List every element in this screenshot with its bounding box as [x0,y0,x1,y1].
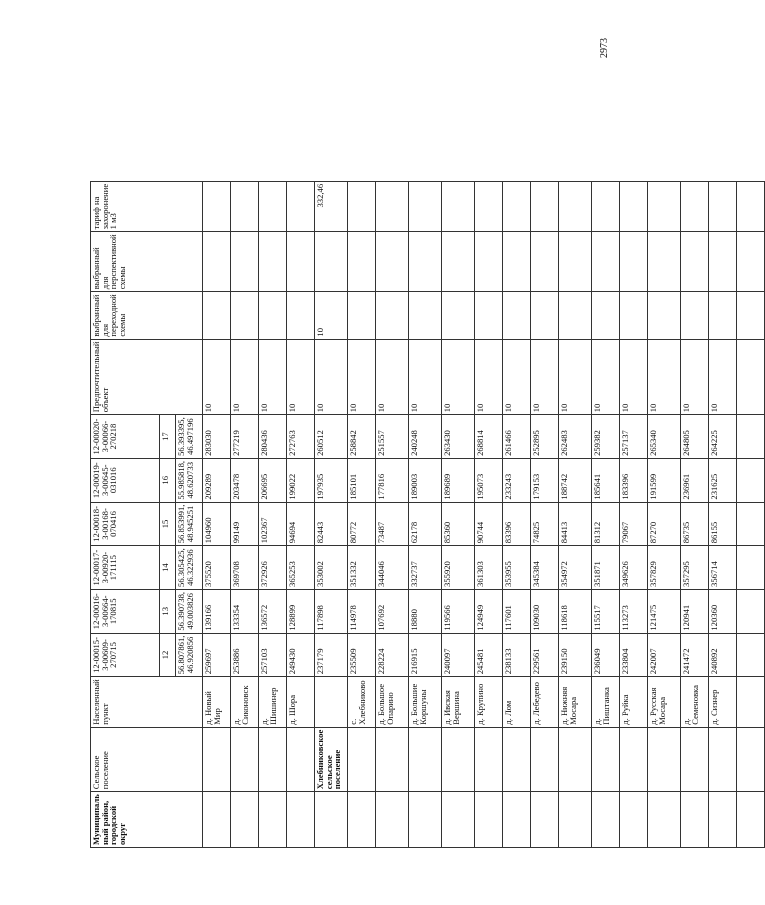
cell-preferred: 10 [231,339,259,415]
cell-distance: 109030 [531,589,559,633]
cell-distance: 239150 [559,633,592,677]
cell-municipal [681,792,709,848]
header-object-14: 12-00017-З-00920-171115 [91,546,160,590]
table-row [259,181,287,847]
table-row [531,181,559,847]
cell-preferred: 10 [203,339,231,415]
cell-municipal [737,792,765,848]
cell-chosen-transitional [348,292,376,339]
cell-distance: 228224 [376,633,409,677]
cell-municipal [409,792,442,848]
cell-distance: 87270 [648,502,681,546]
cell-municipal [315,792,348,848]
cell-settlement [203,727,231,791]
cell-distance: 185101 [348,458,376,502]
cell-distance: 121475 [648,589,681,633]
cell-tariff [203,181,231,232]
column-number: 15 [160,502,176,546]
cell-tariff [409,181,442,232]
coordinates: 56.807861, 46.920856 [176,633,203,677]
cell-chosen-transitional [709,292,737,339]
cell-settlement [376,727,409,791]
cell-settlement [709,727,737,791]
cell-municipal [559,792,592,848]
cell-point: д. Сизнер [709,677,737,727]
cell-distance: 115517 [592,589,620,633]
cell-chosen-transitional: 10 [315,292,348,339]
cell-tariff [592,181,620,232]
cell-distance: 238133 [503,633,531,677]
table-row [203,181,231,847]
cell-distance: 94694 [287,502,315,546]
cell-distance: 332737 [409,546,442,590]
cell-distance: 179153 [531,458,559,502]
header-object-13: 12-00016-З-00664-170815 [91,589,160,633]
cell-tariff: 332,46 [315,181,348,232]
cell-settlement [592,727,620,791]
cell-distance: 349626 [620,546,648,590]
cell-distance [737,589,765,633]
cell-chosen-transitional [531,292,559,339]
cell-chosen-prospective [681,232,709,292]
cell-point: д. Лебедево [531,677,559,727]
cell-distance: 264805 [681,415,709,459]
cell-municipal [287,792,315,848]
cell-tariff [531,181,559,232]
header-object-16: 12-00019-З-00645-031016 [91,458,160,502]
cell-chosen-transitional [409,292,442,339]
cell-distance: 128899 [287,589,315,633]
cell-chosen-prospective [442,232,475,292]
cell-tariff [231,181,259,232]
cell-distance [737,633,765,677]
cell-distance: 216915 [409,633,442,677]
cell-chosen-transitional [559,292,592,339]
cell-tariff [259,181,287,232]
cell-distance [737,458,765,502]
cell-point: д. Руйка [620,677,648,727]
cell-distance: 185641 [592,458,620,502]
cell-point [315,677,348,727]
column-number: 13 [160,589,176,633]
cell-point: д. Большое Опарино [376,677,409,727]
cell-point: д. Пиштанка [592,677,620,727]
cell-distance: 197935 [315,458,348,502]
cell-chosen-transitional [231,292,259,339]
cell-chosen-prospective [259,232,287,292]
cell-tariff [648,181,681,232]
rotated-table-wrapper [90,181,765,848]
cell-distance: 177816 [376,458,409,502]
cell-chosen-prospective [376,232,409,292]
cell-point: д. Семеновка [681,677,709,727]
cell-distance: 99149 [231,502,259,546]
cell-distance: 231625 [709,458,737,502]
cell-distance: 365253 [287,546,315,590]
table-row [592,181,620,847]
table-row [559,181,592,847]
cell-preferred: 10 [442,339,475,415]
cell-point: д. Шишинер [259,677,287,727]
cell-preferred: 10 [709,339,737,415]
cell-distance: 257137 [620,415,648,459]
cell-chosen-prospective [559,232,592,292]
cell-point: д. Русская Мосара [648,677,681,727]
cell-distance: 249430 [287,633,315,677]
cell-distance: 361303 [475,546,503,590]
cell-distance [737,415,765,459]
cell-chosen-prospective [620,232,648,292]
coordinates: 56.853991, 48.945251 [176,502,203,546]
cell-distance: 124949 [475,589,503,633]
cell-municipal [348,792,376,848]
cell-distance: 188742 [559,458,592,502]
cell-distance: 139166 [203,589,231,633]
cell-municipal [259,792,287,848]
cell-chosen-transitional [592,292,620,339]
cell-preferred: 10 [648,339,681,415]
cell-distance: 240248 [409,415,442,459]
cell-settlement [531,727,559,791]
cell-distance: 81312 [592,502,620,546]
column-number: 16 [160,458,176,502]
cell-distance: 259382 [592,415,620,459]
table-row [376,181,409,847]
cell-tariff [442,181,475,232]
cell-distance [737,546,765,590]
table-row [620,181,648,847]
cell-chosen-transitional [620,292,648,339]
cell-settlement [475,727,503,791]
cell-municipal [203,792,231,848]
cell-municipal [709,792,737,848]
cell-distance: 236961 [681,458,709,502]
cell-preferred: 10 [315,339,348,415]
cell-tariff [709,181,737,232]
cell-distance: 73487 [376,502,409,546]
cell-chosen-prospective [475,232,503,292]
cell-chosen-prospective [409,232,442,292]
cell-distance: 344046 [376,546,409,590]
cell-distance: 241472 [681,633,709,677]
cell-point: д. Шора [287,677,315,727]
cell-tariff [475,181,503,232]
cell-point: д. Сиконовск [231,677,259,727]
cell-chosen-prospective [348,232,376,292]
table-row [737,181,765,847]
table-row [709,181,737,847]
header-preferred: Предпочтительный объект [91,339,203,415]
cell-distance: 345384 [531,546,559,590]
cell-distance: 120941 [681,589,709,633]
table-row [442,181,475,847]
cell-distance: 355920 [442,546,475,590]
table-row [231,181,259,847]
cell-distance: 262483 [559,415,592,459]
header-object-15: 12-00018-З-00168-070416 [91,502,160,546]
cell-distance: 236049 [592,633,620,677]
table-row [287,181,315,847]
cell-distance: 107692 [376,589,409,633]
cell-chosen-prospective [203,232,231,292]
cell-chosen-prospective [315,232,348,292]
cell-chosen-prospective [648,232,681,292]
cell-settlement [287,727,315,791]
cell-distance: 240097 [442,633,475,677]
cell-distance: 283030 [203,415,231,459]
cell-settlement [620,727,648,791]
cell-distance: 259697 [203,633,231,677]
table-row [503,181,531,847]
cell-point [737,677,765,727]
cell-distance: 235509 [348,633,376,677]
header-object-12: 12-00015-З-00609-270715 [91,633,160,677]
cell-distance: 357295 [681,546,709,590]
cell-tariff [559,181,592,232]
cell-distance: 189689 [442,458,475,502]
cell-distance: 257103 [259,633,287,677]
cell-chosen-transitional [475,292,503,339]
coordinates: 56.390738, 49.003826 [176,589,203,633]
cell-distance: 85360 [442,502,475,546]
cell-settlement [737,727,765,791]
cell-distance: 133354 [231,589,259,633]
cell-settlement [503,727,531,791]
table-row [475,181,503,847]
cell-point: д. Ивская Вершина [442,677,475,727]
cell-distance: 117601 [503,589,531,633]
cell-distance: 260512 [315,415,348,459]
cell-point: д. Большие Коршуны [409,677,442,727]
cell-municipal [592,792,620,848]
cell-distance: 136572 [259,589,287,633]
cell-distance: 265340 [648,415,681,459]
cell-distance: 79067 [620,502,648,546]
cell-tariff [737,181,765,232]
cell-preferred: 10 [259,339,287,415]
cell-distance: 251557 [376,415,409,459]
cell-tariff [681,181,709,232]
cell-distance: 354972 [559,546,592,590]
coordinates: 56.305425, 46.322936 [176,546,203,590]
cell-distance: 183396 [620,458,648,502]
cell-chosen-prospective [503,232,531,292]
cell-municipal [231,792,259,848]
cell-chosen-prospective [531,232,559,292]
cell-settlement [259,727,287,791]
cell-tariff [376,181,409,232]
cell-distance: 118618 [559,589,592,633]
cell-chosen-transitional [259,292,287,339]
cell-distance: 353002 [315,546,348,590]
cell-preferred: 10 [409,339,442,415]
cell-municipal [475,792,503,848]
cell-settlement [648,727,681,791]
column-number: 17 [160,415,176,459]
cell-preferred: 10 [559,339,592,415]
cell-distance: 195073 [475,458,503,502]
cell-distance: 263430 [442,415,475,459]
table-row [648,181,681,847]
cell-distance: 90744 [475,502,503,546]
cell-distance: 82443 [315,502,348,546]
cell-preferred: 10 [348,339,376,415]
cell-distance: 242007 [648,633,681,677]
cell-distance [737,502,765,546]
cell-distance: 114978 [348,589,376,633]
cell-settlement [409,727,442,791]
cell-distance: 86155 [709,502,737,546]
cell-tariff [348,181,376,232]
cell-distance: 372926 [259,546,287,590]
cell-distance: 264225 [709,415,737,459]
cell-point: д. Крупино [475,677,503,727]
cell-chosen-transitional [287,292,315,339]
cell-distance: 102367 [259,502,287,546]
cell-distance: 233243 [503,458,531,502]
cell-preferred: 10 [531,339,559,415]
cell-distance: 240892 [709,633,737,677]
cell-distance: 245481 [475,633,503,677]
header-object-17: 12-00020-З-00066-270218 [91,415,160,459]
cell-preferred: 10 [592,339,620,415]
cell-settlement: Хлебниковское сельское поселение [315,727,348,791]
table-row [315,181,348,847]
header-tariff: тариф на захоронение 1 м3 [91,181,203,232]
table-row [681,181,709,847]
header-settlement: Сельское поселение [91,727,203,791]
cell-preferred [737,339,765,415]
cell-preferred: 10 [287,339,315,415]
cell-distance: 62178 [409,502,442,546]
cell-distance: 252895 [531,415,559,459]
cell-municipal [648,792,681,848]
cell-distance: 80772 [348,502,376,546]
header-point: Населенный пункт [91,677,203,727]
table-row [409,181,442,847]
cell-preferred: 10 [503,339,531,415]
cell-municipal [376,792,409,848]
table-row [348,181,376,847]
cell-chosen-transitional [203,292,231,339]
cell-chosen-prospective [592,232,620,292]
cell-distance: 120360 [709,589,737,633]
cell-settlement [348,727,376,791]
cell-chosen-transitional [442,292,475,339]
cell-chosen-transitional [681,292,709,339]
cell-distance: 268814 [475,415,503,459]
cell-distance: 203478 [231,458,259,502]
cell-distance: 209289 [203,458,231,502]
cell-distance: 119566 [442,589,475,633]
cell-distance: 280436 [259,415,287,459]
cell-distance: 189003 [409,458,442,502]
cell-municipal [531,792,559,848]
cell-preferred: 10 [620,339,648,415]
cell-distance: 356714 [709,546,737,590]
data-table [90,181,765,848]
cell-distance: 229561 [531,633,559,677]
cell-settlement [442,727,475,791]
cell-chosen-transitional [503,292,531,339]
cell-settlement [559,727,592,791]
column-number: 12 [160,633,176,677]
cell-distance: 86735 [681,502,709,546]
cell-distance: 369708 [231,546,259,590]
header-row [91,181,160,847]
cell-point: д. Нижняя Мосара [559,677,592,727]
cell-distance: 351871 [592,546,620,590]
cell-chosen-transitional [648,292,681,339]
cell-municipal [442,792,475,848]
cell-distance: 375520 [203,546,231,590]
cell-distance: 277219 [231,415,259,459]
header-chosen-transitional: выбранный для переходной схемы [91,292,203,339]
cell-municipal [620,792,648,848]
cell-distance: 272763 [287,415,315,459]
cell-distance: 237179 [315,633,348,677]
cell-chosen-prospective [287,232,315,292]
cell-distance: 353955 [503,546,531,590]
cell-distance: 351332 [348,546,376,590]
cell-distance: 84413 [559,502,592,546]
cell-preferred: 10 [681,339,709,415]
cell-distance: 74825 [531,502,559,546]
cell-point: с. Хлебниково [348,677,376,727]
cell-point: д. Новый Мир [203,677,231,727]
cell-chosen-transitional [737,292,765,339]
cell-chosen-prospective [231,232,259,292]
cell-settlement [681,727,709,791]
cell-distance: 258842 [348,415,376,459]
cell-point: д. Лом [503,677,531,727]
cell-distance: 18880 [409,589,442,633]
header-chosen-prospective: выбранный для перспективной схемы [91,232,203,292]
coordinates: 56.393395, 46.497196 [176,415,203,459]
cell-distance: 117898 [315,589,348,633]
header-municipal: Муниципаль ный район, городской округ [91,792,203,848]
cell-tariff [620,181,648,232]
page-number: 2973 [599,38,610,58]
coordinates: 55.985818, 48.620733 [176,458,203,502]
cell-distance: 357829 [648,546,681,590]
cell-distance: 191599 [648,458,681,502]
cell-municipal [503,792,531,848]
column-number: 14 [160,546,176,590]
cell-distance: 199022 [287,458,315,502]
cell-distance: 113273 [620,589,648,633]
cell-distance: 261466 [503,415,531,459]
cell-distance: 104960 [203,502,231,546]
cell-preferred: 10 [376,339,409,415]
cell-chosen-prospective [737,232,765,292]
cell-chosen-prospective [709,232,737,292]
cell-tariff [287,181,315,232]
cell-preferred: 10 [475,339,503,415]
cell-distance: 83396 [503,502,531,546]
cell-settlement [231,727,259,791]
cell-distance: 206695 [259,458,287,502]
cell-chosen-transitional [376,292,409,339]
cell-distance: 253886 [231,633,259,677]
cell-tariff [503,181,531,232]
cell-distance: 233804 [620,633,648,677]
